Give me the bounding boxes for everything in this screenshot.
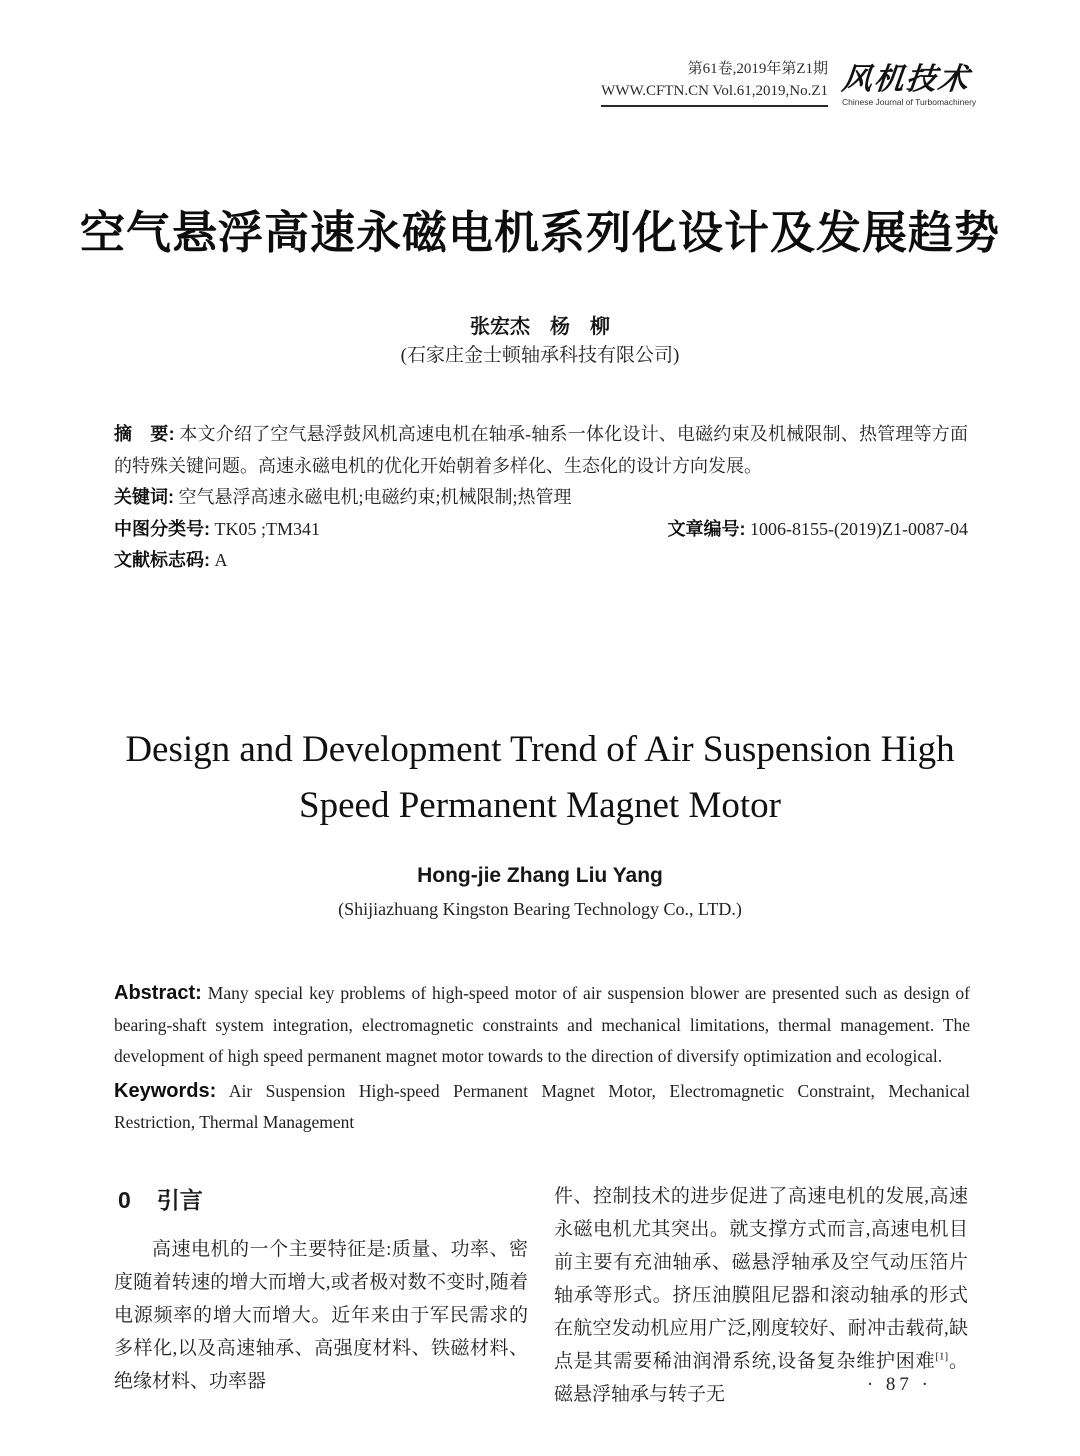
affiliation-en: (Shijiazhuang Kingston Bearing Technology Co., LTD.) xyxy=(338,899,742,919)
page-number: · 87 · xyxy=(866,1374,932,1395)
intro-right-text-end: 。磁悬浮轴承与转子无 xyxy=(554,1351,968,1405)
section-title: 引言 xyxy=(156,1187,203,1213)
clc-item xyxy=(114,514,320,546)
abstract-en-text: Many special key problems of high-speed motor of air suspension blower are presented such as design of bearing-shaft system integration, electromagnetic constraints and mechanical limitations, thermal management. The development of high speed permanent magnet motor towards to the direction of diversify optimization and ecological. xyxy=(114,983,970,1066)
abstract-en-label: Abstract: xyxy=(114,982,202,1004)
journal-logo xyxy=(840,62,977,107)
abstract-cn-label: 摘 要: xyxy=(114,424,175,444)
journal-header xyxy=(601,58,977,107)
clc-value: TK05 ;TM341 xyxy=(214,518,320,539)
body-columns xyxy=(114,1180,968,1411)
journal-logo-subtitle: Chinese Journal of Turbomachinery xyxy=(842,97,977,107)
issue-url-line: WWW.CFTN.CN Vol.61,2019,No.Z1 xyxy=(601,83,828,99)
doc-code-row xyxy=(114,545,968,577)
paper-title-en-line1: Design and Development Trend of Air Suspension High xyxy=(125,729,955,770)
authors-en: Hong-jie Zhang Liu Yang xyxy=(417,864,663,887)
keywords-en-text: Air Suspension High-speed Permanent Magnet Motor, Electromagnetic Constraint, Mechanical Restriction, Thermal Management xyxy=(114,1080,970,1132)
section-heading xyxy=(118,1182,528,1215)
article-no-value: 1006-8155-(2019)Z1-0087-04 xyxy=(750,518,968,539)
paper-title-en-line2: Speed Permanent Magnet Motor xyxy=(299,785,781,826)
keywords-en-label: Keywords: xyxy=(114,1079,217,1102)
affiliation-cn: (石家庄金士顿轴承科技有限公司) xyxy=(400,345,680,366)
keywords-en xyxy=(114,1076,970,1139)
keywords-cn-text: 空气悬浮高速永磁电机;电磁约束;机械限制;热管理 xyxy=(178,487,572,507)
clc-label: 中图分类号: xyxy=(114,518,210,539)
intro-paragraph-left: 高速电机的一个主要特征是:质量、功率、密度随着转速的增大而增大,或者极对数不变时,随着电源频率的增大而增大。近年来由于军民需求的多样化,以及高速轴承、高强度材料、铁磁材料、绝缘材料、功率器 xyxy=(114,1239,528,1392)
abstract-en xyxy=(114,978,970,1073)
left-column xyxy=(114,1180,528,1411)
journal-logo-calligraphy: 风机技术 xyxy=(840,62,972,97)
section-number: 0 xyxy=(118,1187,131,1213)
issue-volume-line: 第61卷,2019年第Z1期 xyxy=(687,61,828,77)
abstract-cn xyxy=(114,419,968,482)
classification-row xyxy=(114,514,968,546)
meta-block-cn xyxy=(114,419,968,577)
article-no-label: 文章编号: xyxy=(667,518,746,539)
keywords-cn-label: 关键词: xyxy=(114,487,174,507)
paper-title-en xyxy=(0,722,1080,834)
doc-code-label: 文献标志码: xyxy=(114,550,210,570)
intro-right-text: 件、控制技术的进步促进了高速电机的发展,高速永磁电机尤其突出。就支撑方式而言,高速电机目前主要有充油轴承、磁悬浮轴承及空气动压箔片轴承等形式。挤压油膜阻尼器和滚动轴承的形式在航空发动机应用广泛,刚度较好、耐冲击载荷,缺点是其需要稀油润滑系统,设备复杂维护困难 xyxy=(554,1186,968,1372)
article-no-item xyxy=(668,514,968,546)
abstract-cn-text: 本文介绍了空气悬浮鼓风机高速电机在轴承-轴系一体化设计、电磁约束及机械限制、热管理等方面的特殊关键问题。高速永磁电机的优化开始朝着多样化、生态化的设计方向发展。 xyxy=(114,424,968,476)
doc-code-value: A xyxy=(214,550,228,570)
meta-block-en xyxy=(114,978,970,1139)
reference-marker: [1] xyxy=(935,1350,949,1363)
issue-info xyxy=(601,58,828,107)
authors-cn: 张宏杰 杨 柳 xyxy=(470,316,610,338)
paper-title-cn: 空气悬浮高速永磁电机系列化设计及发展趋势 xyxy=(79,207,1000,258)
keywords-cn xyxy=(114,482,968,514)
